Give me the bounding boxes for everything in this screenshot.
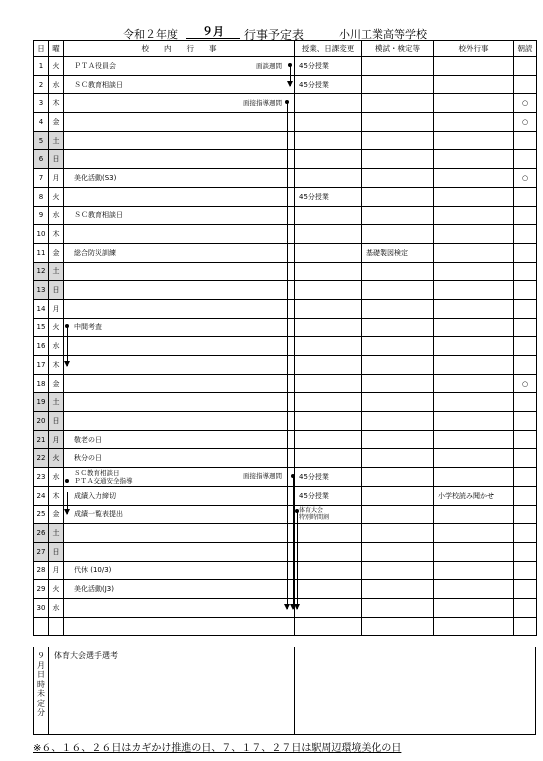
event-cell xyxy=(64,561,295,580)
table-row xyxy=(34,617,537,636)
weekday-cell: 日 xyxy=(49,412,64,431)
event-cell xyxy=(64,468,295,487)
header-events: 校 内 行 事 xyxy=(64,41,295,57)
table-row xyxy=(34,75,537,94)
exam-cell xyxy=(362,150,434,169)
event-cell xyxy=(64,430,295,449)
header-exam: 模試・検定等 xyxy=(362,41,434,57)
bullet-dot xyxy=(65,479,69,483)
day-cell: 28 xyxy=(34,561,49,580)
class-change-cell xyxy=(295,281,362,300)
table-row xyxy=(34,486,537,505)
table-row xyxy=(34,243,537,262)
event-cell xyxy=(64,57,295,76)
class-change-cell xyxy=(295,206,362,225)
day-cell: 19 xyxy=(34,393,49,412)
class-change-cell xyxy=(295,131,362,150)
morning-cell: ○ xyxy=(514,94,537,113)
document-title xyxy=(0,26,543,40)
class-change-cell xyxy=(295,262,362,281)
weekday-cell: 金 xyxy=(49,243,64,262)
morning-cell xyxy=(514,449,537,468)
morning-cell xyxy=(514,412,537,431)
weekday-cell: 土 xyxy=(49,393,64,412)
table-row xyxy=(34,318,537,337)
event-text: ＳＣ教育相談日 xyxy=(74,80,123,89)
external-cell xyxy=(434,57,514,76)
day-cell: 8 xyxy=(34,187,49,206)
weekday-cell: 木 xyxy=(49,356,64,375)
memo-label: ９ 月 日 時 未 定 分 xyxy=(34,647,49,734)
weekday-cell: 火 xyxy=(49,449,64,468)
weekday-cell: 火 xyxy=(49,57,64,76)
period-arrow xyxy=(297,511,298,609)
external-cell xyxy=(434,356,514,375)
event-cell xyxy=(64,337,295,356)
class-change-cell xyxy=(295,524,362,543)
class-change-cell xyxy=(295,75,362,94)
table-row xyxy=(34,449,537,468)
period-arrow xyxy=(287,102,288,609)
event-cell xyxy=(64,505,295,524)
table-row xyxy=(34,412,537,431)
period-arrow xyxy=(290,65,291,86)
exam-cell xyxy=(362,430,434,449)
event-cell xyxy=(64,617,295,636)
header-class-change: 授業、日課変更 xyxy=(295,41,362,57)
weekday-cell: 月 xyxy=(49,169,64,188)
day-cell: 10 xyxy=(34,225,49,244)
class-change-cell xyxy=(295,150,362,169)
exam-cell xyxy=(362,542,434,561)
table-row xyxy=(34,580,537,599)
day-cell: 16 xyxy=(34,337,49,356)
weekday-cell: 火 xyxy=(49,187,64,206)
day-cell: 5 xyxy=(34,131,49,150)
day-cell xyxy=(34,617,49,636)
table-row xyxy=(34,430,537,449)
table-row xyxy=(34,225,537,244)
exam-cell xyxy=(362,337,434,356)
morning-cell xyxy=(514,281,537,300)
morning-cell xyxy=(514,299,537,318)
title-doc: 行事予定表 xyxy=(244,28,305,42)
morning-cell xyxy=(514,187,537,206)
day-cell: 15 xyxy=(34,318,49,337)
morning-cell xyxy=(514,505,537,524)
exam-cell xyxy=(362,505,434,524)
day-cell: 4 xyxy=(34,113,49,132)
schedule-table xyxy=(33,40,537,636)
exam-cell xyxy=(362,374,434,393)
day-cell: 27 xyxy=(34,542,49,561)
exam-cell xyxy=(362,113,434,132)
weekday-cell: 金 xyxy=(49,505,64,524)
external-cell xyxy=(434,113,514,132)
table-row xyxy=(34,505,537,524)
weekday-cell: 月 xyxy=(49,561,64,580)
header-morning: 朝読 xyxy=(514,41,537,57)
weekday-cell: 水 xyxy=(49,75,64,94)
external-cell xyxy=(434,299,514,318)
exam-cell xyxy=(362,449,434,468)
exam-cell xyxy=(362,580,434,599)
class-change-text: 45分授業 xyxy=(299,472,329,481)
class-change-cell xyxy=(295,393,362,412)
external-cell xyxy=(434,187,514,206)
exam-cell: 基礎製図検定 xyxy=(362,243,434,262)
weekday-cell: 木 xyxy=(49,486,64,505)
table-row xyxy=(34,150,537,169)
class-change-cell xyxy=(295,430,362,449)
external-cell xyxy=(434,468,514,487)
morning-cell: ○ xyxy=(514,113,537,132)
event-text: ＳＣ教育相談日 xyxy=(74,211,123,220)
morning-cell xyxy=(514,225,537,244)
day-cell: 24 xyxy=(34,486,49,505)
header-external: 校外行事 xyxy=(434,41,514,57)
event-cell xyxy=(64,486,295,505)
exam-cell xyxy=(362,225,434,244)
exam-cell xyxy=(362,318,434,337)
footer-note: ※６、１６、２６日はカギかけ推進の日、７、１７、２７日は駅周辺環境美化の日 xyxy=(33,743,402,754)
weekday-cell: 土 xyxy=(49,262,64,281)
event-cell xyxy=(64,243,295,262)
weekday-cell: 日 xyxy=(49,281,64,300)
external-cell xyxy=(434,94,514,113)
weekday-cell: 金 xyxy=(49,113,64,132)
external-cell xyxy=(434,262,514,281)
event-cell xyxy=(64,580,295,599)
class-change-cell xyxy=(295,94,362,113)
class-change-cell xyxy=(295,318,362,337)
event-cell xyxy=(64,262,295,281)
external-cell xyxy=(434,281,514,300)
class-change-cell xyxy=(295,561,362,580)
exam-cell xyxy=(362,206,434,225)
class-change-cell xyxy=(295,113,362,132)
day-cell: 29 xyxy=(34,580,49,599)
event-text: 成績入力締切 xyxy=(74,491,116,500)
event-text: 美化活動(S3) xyxy=(74,173,117,182)
external-cell xyxy=(434,542,514,561)
day-cell: 1 xyxy=(34,57,49,76)
exam-cell xyxy=(362,57,434,76)
event-cell xyxy=(64,187,295,206)
exam-cell xyxy=(362,169,434,188)
morning-cell xyxy=(514,243,537,262)
event-cell xyxy=(64,206,295,225)
morning-cell xyxy=(514,393,537,412)
class-change-cell xyxy=(295,617,362,636)
morning-cell xyxy=(514,262,537,281)
class-change-cell xyxy=(295,598,362,617)
header-row xyxy=(34,41,537,57)
event-cell xyxy=(64,75,295,94)
table-row xyxy=(34,57,537,76)
external-cell xyxy=(434,131,514,150)
exam-cell xyxy=(362,524,434,543)
external-cell xyxy=(434,169,514,188)
event-cell xyxy=(64,598,295,617)
class-change-text-2: 特別時間割 xyxy=(299,514,330,522)
event-text: 中間考査 xyxy=(74,323,102,332)
header-weekday: 曜 xyxy=(49,41,64,57)
table-row xyxy=(34,561,537,580)
table-row xyxy=(34,281,537,300)
external-cell xyxy=(434,393,514,412)
day-cell: 3 xyxy=(34,94,49,113)
period-arrow xyxy=(293,476,294,610)
weekday-cell: 月 xyxy=(49,299,64,318)
event-cell xyxy=(64,524,295,543)
morning-cell xyxy=(514,337,537,356)
exam-cell xyxy=(362,393,434,412)
weekday-cell: 土 xyxy=(49,524,64,543)
exam-cell xyxy=(362,262,434,281)
exam-cell xyxy=(362,356,434,375)
exam-cell xyxy=(362,468,434,487)
table-row xyxy=(34,169,537,188)
weekday-cell: 水 xyxy=(49,206,64,225)
event-text: 敬老の日 xyxy=(74,435,102,444)
morning-cell xyxy=(514,430,537,449)
external-cell xyxy=(434,598,514,617)
table-row xyxy=(34,262,537,281)
morning-cell xyxy=(514,318,537,337)
external-cell xyxy=(434,374,514,393)
class-change-cell xyxy=(295,449,362,468)
morning-cell xyxy=(514,617,537,636)
event-text-2: ＰＴＡ交通安全指導 xyxy=(74,476,133,485)
day-cell: 11 xyxy=(34,243,49,262)
morning-cell: ○ xyxy=(514,169,537,188)
morning-cell xyxy=(514,468,537,487)
external-cell xyxy=(434,580,514,599)
event-cell xyxy=(64,374,295,393)
event-cell xyxy=(64,150,295,169)
external-cell xyxy=(434,617,514,636)
day-cell: 14 xyxy=(34,299,49,318)
header-day: 日 xyxy=(34,41,49,57)
external-cell xyxy=(434,561,514,580)
external-cell xyxy=(434,449,514,468)
event-note: 面接指導週間 xyxy=(243,472,282,481)
class-change-text: 45分授業 xyxy=(299,61,329,70)
morning-cell xyxy=(514,580,537,599)
exam-cell xyxy=(362,94,434,113)
weekday-cell: 水 xyxy=(49,337,64,356)
class-change-cell xyxy=(295,505,362,524)
event-cell xyxy=(64,412,295,431)
class-change-text: 45分授業 xyxy=(299,192,329,201)
class-change-cell xyxy=(295,356,362,375)
external-cell xyxy=(434,225,514,244)
external-cell xyxy=(434,412,514,431)
table-row xyxy=(34,356,537,375)
weekday-cell: 日 xyxy=(49,542,64,561)
exam-cell xyxy=(362,131,434,150)
weekday-cell: 火 xyxy=(49,580,64,599)
event-text: 総合防災訓練 xyxy=(74,248,116,257)
event-text: 成績一覧表提出 xyxy=(74,510,123,519)
title-era: 令和２年度 xyxy=(123,28,178,41)
event-cell xyxy=(64,299,295,318)
exam-cell xyxy=(362,412,434,431)
exam-cell xyxy=(362,486,434,505)
event-cell xyxy=(64,113,295,132)
event-cell xyxy=(64,225,295,244)
event-cell xyxy=(64,94,295,113)
weekday-cell: 水 xyxy=(49,468,64,487)
morning-cell xyxy=(514,542,537,561)
class-change-text: 体育大会 xyxy=(299,507,324,515)
day-cell: 13 xyxy=(34,281,49,300)
day-cell: 6 xyxy=(34,150,49,169)
event-text: ＳＣ教育相談日 xyxy=(74,468,120,477)
external-cell xyxy=(434,206,514,225)
day-cell: 21 xyxy=(34,430,49,449)
event-cell xyxy=(64,169,295,188)
event-text: 秋分の日 xyxy=(74,454,102,463)
event-text: 代休 (10/3) xyxy=(74,566,112,575)
class-change-text: 45分授業 xyxy=(299,80,329,89)
morning-cell xyxy=(514,561,537,580)
morning-cell xyxy=(514,206,537,225)
day-cell: 7 xyxy=(34,169,49,188)
class-change-cell xyxy=(295,542,362,561)
morning-cell xyxy=(514,57,537,76)
exam-cell xyxy=(362,598,434,617)
class-change-cell xyxy=(295,486,362,505)
memo-divider xyxy=(294,647,295,734)
morning-cell xyxy=(514,598,537,617)
morning-cell xyxy=(514,75,537,94)
external-cell xyxy=(434,318,514,337)
event-note: 面接指導週間 xyxy=(243,99,282,108)
morning-cell xyxy=(514,524,537,543)
morning-cell xyxy=(514,486,537,505)
event-cell xyxy=(64,318,295,337)
memo-section xyxy=(33,647,536,735)
morning-cell xyxy=(514,131,537,150)
weekday-cell: 日 xyxy=(49,150,64,169)
table-row xyxy=(34,393,537,412)
period-arrow xyxy=(67,326,68,366)
class-change-cell xyxy=(295,580,362,599)
event-cell xyxy=(64,449,295,468)
event-cell xyxy=(64,356,295,375)
weekday-cell: 火 xyxy=(49,318,64,337)
external-cell: 小学校読み聞かせ xyxy=(434,486,514,505)
external-cell xyxy=(434,75,514,94)
event-cell xyxy=(64,542,295,561)
period-arrow xyxy=(67,492,68,513)
weekday-cell: 水 xyxy=(49,598,64,617)
morning-cell: ○ xyxy=(514,374,537,393)
weekday-cell: 木 xyxy=(49,94,64,113)
external-cell xyxy=(434,150,514,169)
day-cell: 20 xyxy=(34,412,49,431)
table-row xyxy=(34,131,537,150)
exam-cell xyxy=(362,299,434,318)
day-cell: 18 xyxy=(34,374,49,393)
table-row xyxy=(34,337,537,356)
morning-cell xyxy=(514,356,537,375)
weekday-cell: 土 xyxy=(49,131,64,150)
class-change-cell xyxy=(295,57,362,76)
table-row xyxy=(34,113,537,132)
class-change-cell xyxy=(295,299,362,318)
day-cell: 23 xyxy=(34,468,49,487)
weekday-cell: 木 xyxy=(49,225,64,244)
class-change-cell xyxy=(295,243,362,262)
table-row xyxy=(34,187,537,206)
day-cell: 9 xyxy=(34,206,49,225)
table-row xyxy=(34,468,537,487)
event-note: 面談週間 xyxy=(256,62,282,70)
event-text: ＰＴＡ役員会 xyxy=(74,61,116,70)
external-cell xyxy=(434,337,514,356)
weekday-cell: 金 xyxy=(49,374,64,393)
class-change-cell xyxy=(295,337,362,356)
day-cell: 30 xyxy=(34,598,49,617)
day-cell: 2 xyxy=(34,75,49,94)
exam-cell xyxy=(362,75,434,94)
exam-cell xyxy=(362,281,434,300)
day-cell: 26 xyxy=(34,524,49,543)
class-change-cell xyxy=(295,468,362,487)
class-change-cell xyxy=(295,225,362,244)
external-cell xyxy=(434,243,514,262)
day-cell: 17 xyxy=(34,356,49,375)
weekday-cell: 月 xyxy=(49,430,64,449)
morning-cell xyxy=(514,150,537,169)
exam-cell xyxy=(362,187,434,206)
table-row xyxy=(34,542,537,561)
event-cell xyxy=(64,393,295,412)
event-cell xyxy=(64,281,295,300)
day-cell: 25 xyxy=(34,505,49,524)
class-change-cell xyxy=(295,187,362,206)
external-cell xyxy=(434,524,514,543)
table-row xyxy=(34,524,537,543)
table-row xyxy=(34,299,537,318)
weekday-cell xyxy=(49,617,64,636)
table-row xyxy=(34,374,537,393)
class-change-cell xyxy=(295,374,362,393)
title-month: ９月 xyxy=(186,26,240,39)
event-text: 美化活動(J3) xyxy=(74,585,114,594)
exam-cell xyxy=(362,561,434,580)
external-cell xyxy=(434,430,514,449)
memo-text: 体育大会選手選考 xyxy=(54,651,118,660)
class-change-text: 45分授業 xyxy=(299,491,329,500)
title-school: 小川工業高等学校 xyxy=(339,28,427,41)
event-cell xyxy=(64,131,295,150)
day-cell: 22 xyxy=(34,449,49,468)
table-row xyxy=(34,206,537,225)
external-cell xyxy=(434,505,514,524)
day-cell: 12 xyxy=(34,262,49,281)
class-change-cell xyxy=(295,412,362,431)
class-change-cell xyxy=(295,169,362,188)
exam-cell xyxy=(362,617,434,636)
